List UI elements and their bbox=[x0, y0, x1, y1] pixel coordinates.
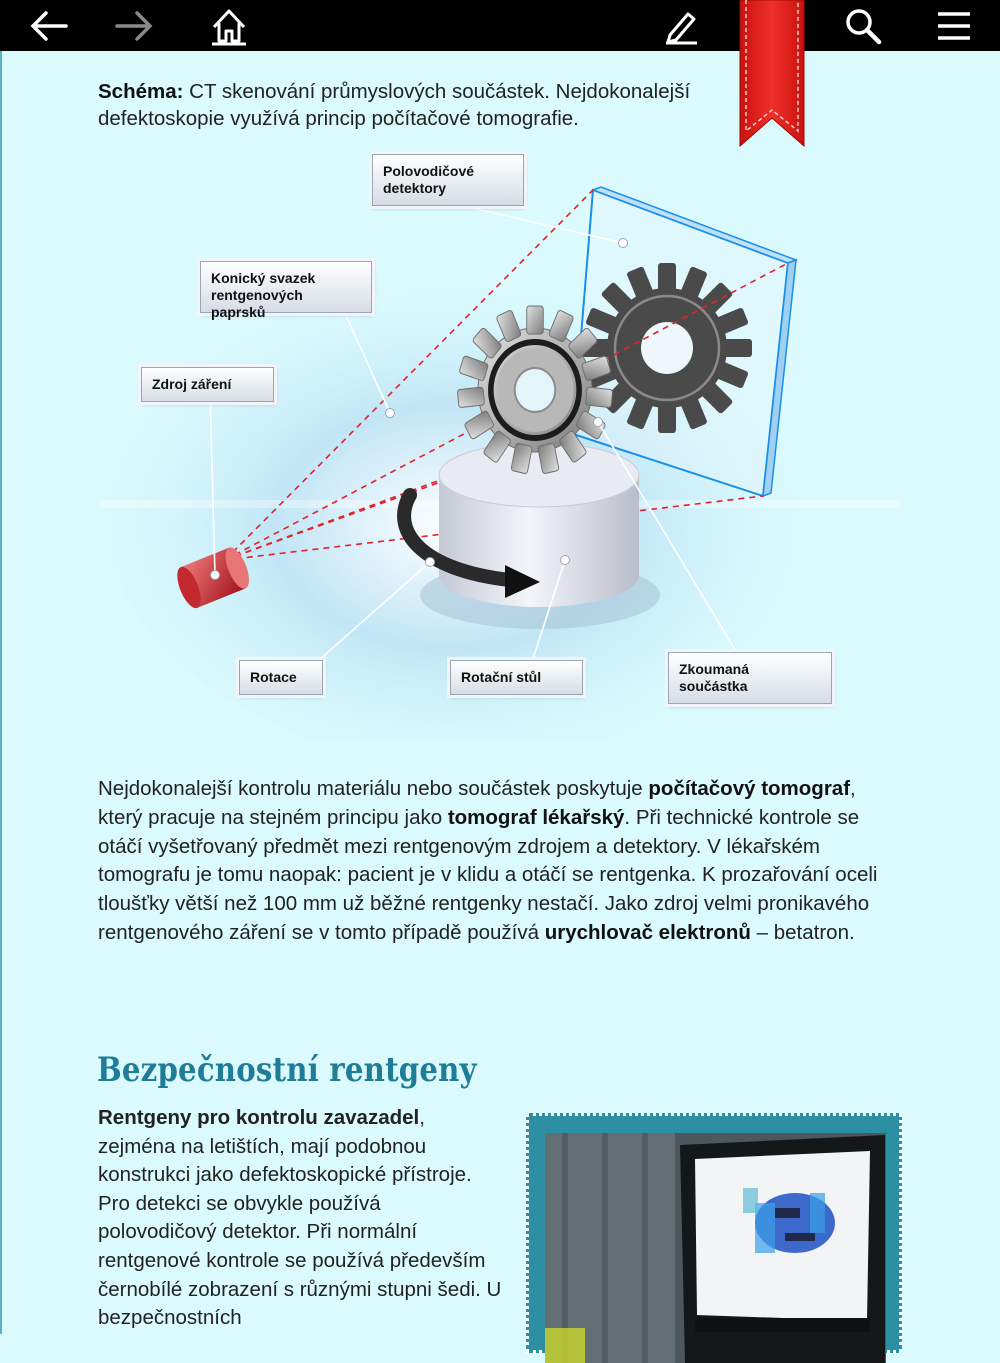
pencil-icon bbox=[661, 6, 701, 46]
arrow-right-icon bbox=[114, 9, 154, 43]
label-rotation: Rotace bbox=[239, 660, 323, 695]
top-toolbar bbox=[0, 0, 1000, 51]
para2-bold-1: Rentgeny pro kontrolu zavazadel bbox=[98, 1106, 420, 1129]
para2-text-1: , zejména na letištích, mají podobnou konstrukci jako defektoskopické přístroje. Pro detekci se obvykle používá polovodičový detektor. Při normální rentgenové kontrole se používá především černobílé zobrazení s různými stupni šedi. U bezpečnostních bbox=[98, 1106, 502, 1330]
page-edge bbox=[0, 51, 2, 1334]
photo-frame[interactable] bbox=[526, 1113, 902, 1353]
label-inspected-part: Zkoumaná součástka bbox=[668, 652, 832, 704]
caption-text: CT skenování průmyslových součástek. Nejdokonalejší defektoskopie využívá princip počítačové tomografie. bbox=[98, 80, 691, 130]
para1-bold-1: počítačový tomograf bbox=[648, 777, 851, 800]
home-icon bbox=[209, 6, 249, 46]
label-detectors: Polovodičové detektory bbox=[372, 154, 524, 206]
rotation-table-shape bbox=[420, 443, 660, 629]
luggage-scanner-photo bbox=[545, 1133, 886, 1363]
menu-button[interactable] bbox=[930, 0, 978, 51]
arrow-left-icon bbox=[29, 9, 69, 43]
diagram-caption bbox=[98, 78, 748, 132]
label-rotation-table: Rotační stůl bbox=[450, 660, 583, 695]
para1-text-2: , který pracuje na stejném principu jako bbox=[98, 777, 856, 829]
section-title: Bezpečnostní rentgeny bbox=[97, 1050, 477, 1090]
ct-diagram bbox=[100, 140, 900, 740]
search-button[interactable] bbox=[838, 0, 888, 51]
para1-text-3: . Při technické kontrole se otáčí vyšetřovaný předmět mezi rentgenovým zdrojem a detektory. V lékařském tomografu je tomu naopak: pacient je v klidu a otáčí se rentgenka. K prozařování oceli tloušťky větší než 100 mm už běžné rentgenky nestačí. Jako zdroj velmi pronikavého rentgenového záření se v tomto případě používá bbox=[98, 805, 878, 944]
annotate-button[interactable] bbox=[657, 0, 705, 51]
body-paragraph-security bbox=[98, 1104, 503, 1333]
para1-text-4: – betatron. bbox=[750, 920, 855, 944]
para1-text-1: Nejdokonalejší kontrolu materiálu nebo součástek poskytuje bbox=[98, 777, 649, 800]
para1-bold-2: tomograf lékařský bbox=[447, 805, 625, 829]
body-paragraph-ct bbox=[98, 775, 878, 948]
para1-bold-3: urychlovač elektronů bbox=[544, 920, 751, 944]
back-button[interactable] bbox=[25, 0, 73, 51]
home-button[interactable] bbox=[205, 0, 253, 51]
menu-icon bbox=[936, 11, 972, 41]
ct-scheme-illustration bbox=[100, 140, 900, 740]
label-source: Zdroj záření bbox=[141, 367, 274, 402]
search-icon bbox=[843, 6, 883, 46]
label-beam: Konický svazek rentgenových paprsků bbox=[200, 261, 372, 313]
caption-label: Schéma: bbox=[98, 80, 184, 103]
forward-button[interactable] bbox=[110, 0, 158, 51]
